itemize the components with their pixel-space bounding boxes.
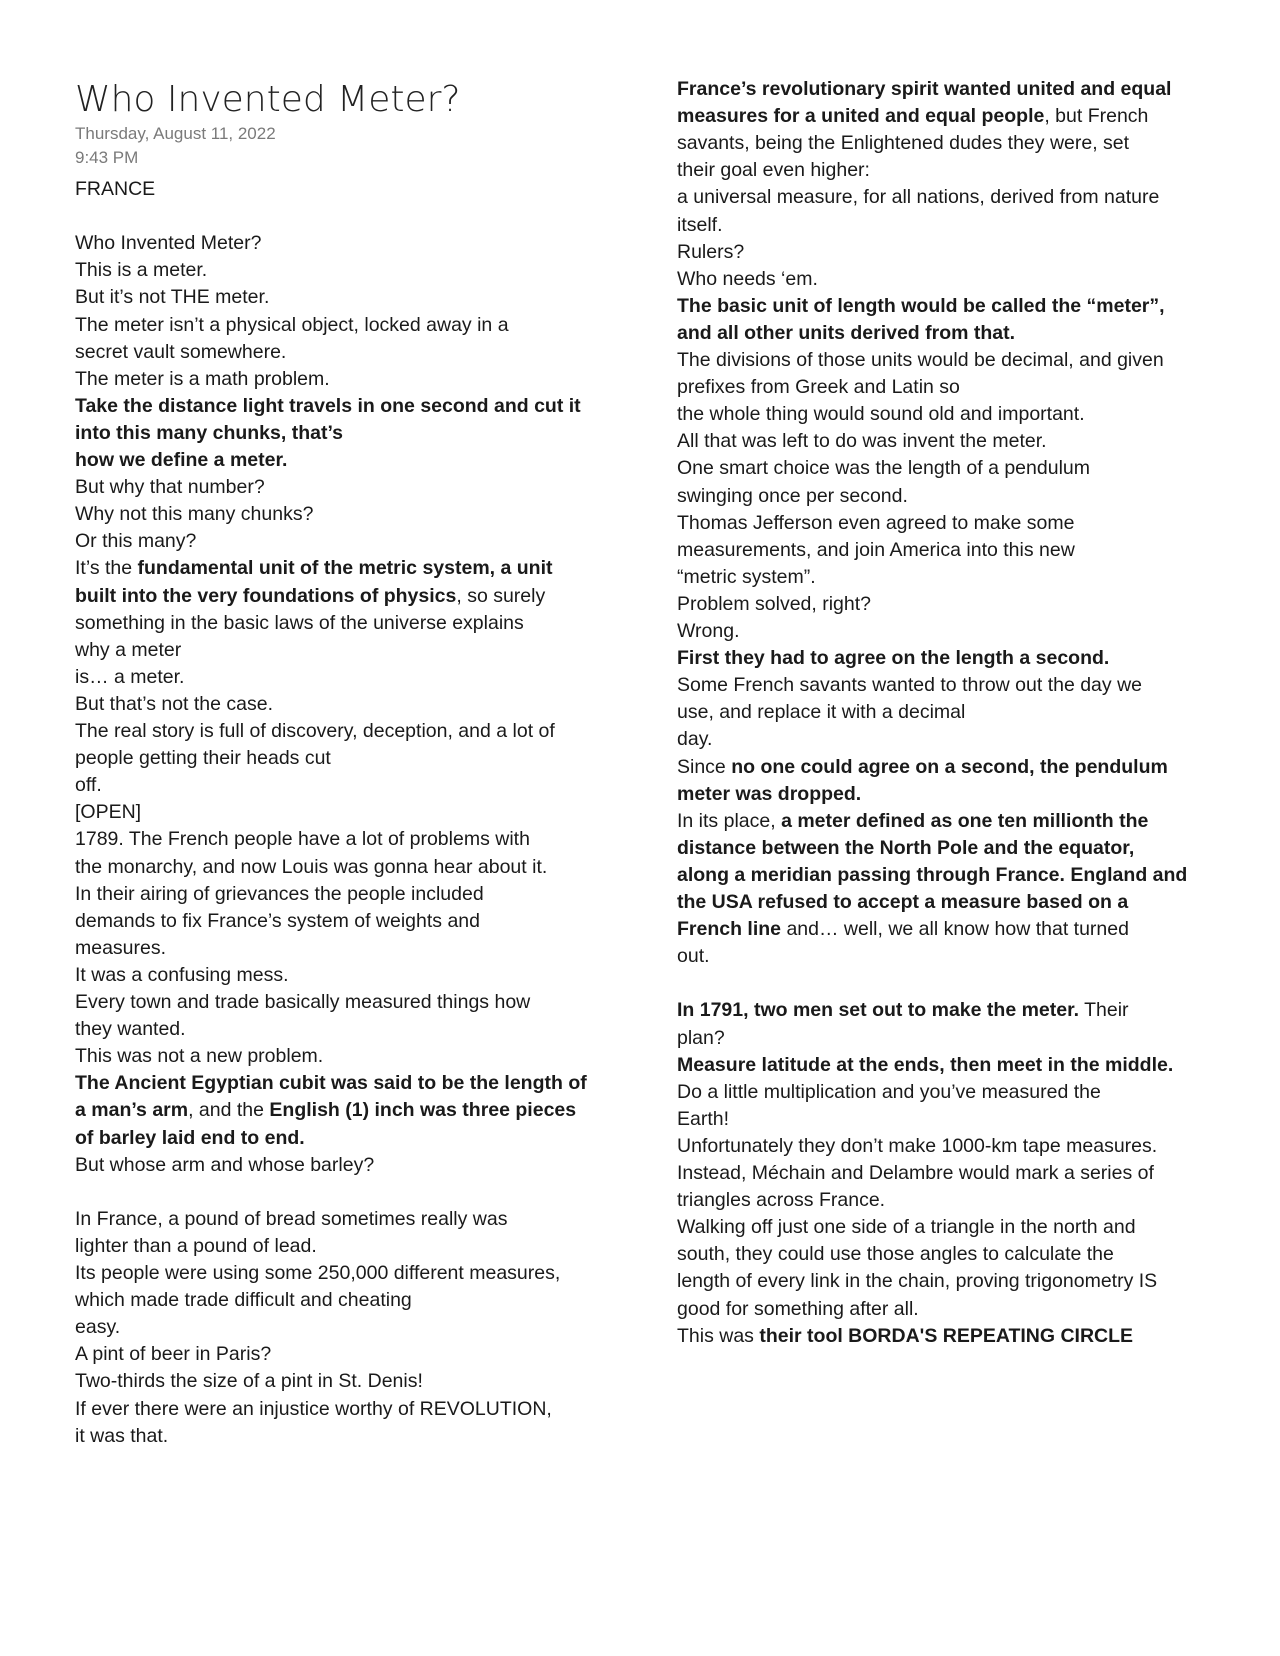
text-line	[75, 610, 524, 637]
bold-text: and all other units derived from that.	[677, 321, 1016, 344]
bold-text: The Ancient Egyptian cubit was said to be the length of	[75, 1072, 587, 1095]
text-run: Unfortunately they don’t make 1000-km tape measures.	[677, 1134, 1158, 1157]
text-line	[677, 184, 1159, 211]
text-line	[677, 103, 1148, 130]
text-line	[75, 718, 555, 745]
text-run: The meter is a math problem.	[75, 367, 330, 390]
text-run: In their airing of grievances the people included	[75, 882, 484, 905]
text-run: Its people were using some 250,000 different measures,	[75, 1262, 561, 1284]
note-date: Thursday, August 11, 2022	[75, 124, 276, 143]
text-run: length of every link in the chain, proving trigonometry IS	[677, 1270, 1158, 1293]
text-run: , but French	[1044, 105, 1149, 128]
text-line	[75, 1396, 552, 1423]
bold-text: Take the distance light travels in one second and cut it	[75, 394, 581, 417]
text-run: which made trade difficult and cheating	[75, 1289, 412, 1312]
text-run: It was a confusing mess.	[75, 963, 289, 986]
text-line	[677, 808, 1148, 835]
text-run: Thomas Jefferson even agreed to make some	[677, 511, 1075, 534]
text-run: demands to fix France’s system of weights and	[75, 909, 480, 932]
text-run: Some French savants wanted to throw out the day we	[677, 674, 1143, 697]
bold-text: of barley laid end to end.	[75, 1126, 305, 1149]
text-run: , so surely	[456, 584, 546, 607]
text-line	[75, 1097, 576, 1124]
text-line	[75, 1206, 507, 1233]
text-run: Earth!	[677, 1107, 730, 1130]
text-run: good for something after all.	[677, 1297, 919, 1320]
text-run: Problem solved, right?	[677, 592, 872, 615]
text-run: south, they could use those angles to calculate the	[677, 1243, 1114, 1266]
text-line	[75, 637, 181, 664]
text-line	[75, 447, 287, 474]
bold-text: In 1791, two men set out to make the meter.	[677, 999, 1080, 1022]
text-run: It’s the	[75, 557, 138, 580]
text-line	[75, 962, 289, 989]
text-line	[75, 420, 343, 447]
text-run: lighter than a pound of lead.	[75, 1234, 317, 1257]
text-line	[677, 1079, 1101, 1106]
text-line	[677, 1160, 1154, 1187]
text-line	[677, 1133, 1157, 1160]
text-run: the monarchy, and now Louis was gonna hear about it.	[75, 855, 548, 878]
text-run: Or this many?	[75, 530, 197, 553]
text-run: Every town and trade basically measured things how	[75, 991, 531, 1013]
text-run: people getting their heads cut	[75, 747, 331, 770]
bold-text: their tool BORDA'S REPEATING CIRCLE	[759, 1324, 1134, 1347]
text-line	[75, 854, 547, 881]
text-run: Who needs ‘em.	[677, 267, 818, 290]
text-run: plan?	[677, 1026, 725, 1049]
text-run: In France, a pound of bread sometimes really was	[75, 1207, 508, 1230]
text-line	[75, 528, 196, 555]
text-run: This was not a new problem.	[75, 1045, 324, 1068]
text-run: The meter isn’t a physical object, locked away in a	[75, 313, 509, 336]
text-run: All that was left to do was invent the meter.	[677, 430, 1047, 453]
text-line	[75, 1043, 323, 1070]
text-line	[677, 618, 740, 645]
text-line	[75, 1341, 271, 1368]
text-line	[677, 320, 1015, 347]
text-run: itself.	[677, 213, 723, 236]
text-run: One smart choice was the length of a pendulum	[677, 457, 1090, 480]
text-run: measurements, and join America into this new	[677, 538, 1075, 561]
text-line	[677, 130, 1129, 157]
text-line	[677, 997, 1129, 1024]
page-title: Who Invented Meter?	[75, 79, 461, 120]
text-line	[677, 754, 1168, 781]
text-run: why a meter	[75, 638, 182, 661]
bold-text: built into the very foundations of physics	[75, 584, 457, 607]
text-line	[677, 726, 712, 753]
text-line	[677, 76, 1171, 103]
text-line	[75, 555, 553, 582]
text-line	[677, 347, 1164, 374]
text-run: day.	[677, 728, 713, 751]
text-line	[75, 1423, 168, 1450]
text-run: The divisions of those units would be decimal, and given	[677, 349, 1164, 371]
text-line	[677, 266, 818, 293]
text-line	[677, 1106, 729, 1133]
bold-text: French line	[677, 918, 782, 941]
text-line	[75, 474, 265, 501]
text-line	[677, 157, 870, 184]
text-line	[75, 772, 102, 799]
text-run: Wrong.	[677, 620, 740, 642]
text-line	[75, 881, 484, 908]
bold-text: The basic unit of length would be called the “meter”,	[677, 294, 1165, 317]
text-line	[677, 455, 1090, 482]
text-line	[677, 483, 908, 510]
text-line	[75, 1152, 374, 1179]
bold-text: France’s revolutionary spirit wanted united and equal	[677, 78, 1172, 100]
text-run: swinging once per second.	[677, 484, 908, 507]
bold-text: no one could agree on a second, the pendulum	[731, 755, 1168, 778]
text-line	[677, 1025, 725, 1052]
text-run: The real story is full of discovery, deception, and a lot of	[75, 720, 555, 742]
text-line	[677, 1052, 1173, 1079]
text-run: [OPEN]	[75, 801, 142, 824]
bold-text: a man’s arm	[75, 1099, 189, 1122]
text-run: Instead, Méchain and Delambre would mark a series of	[677, 1162, 1154, 1184]
text-run: If ever there were an injustice worthy of REVOLUTION,	[75, 1397, 552, 1420]
bold-text: along a meridian passing through France. England and	[677, 863, 1188, 886]
text-line	[75, 176, 155, 203]
text-line	[75, 1368, 423, 1395]
text-line	[75, 1233, 317, 1260]
bold-text: First they had to agree on the length a second.	[677, 647, 1110, 670]
text-line	[677, 1323, 1133, 1350]
text-line	[75, 799, 141, 826]
text-run: is… a meter.	[75, 665, 185, 688]
text-run: Since	[677, 755, 732, 778]
bold-text: measures for a united and equal people	[677, 105, 1045, 128]
text-line	[677, 943, 710, 970]
text-line	[75, 1287, 412, 1314]
text-line	[677, 428, 1047, 455]
text-line	[75, 989, 530, 1016]
text-run: In its place,	[677, 809, 782, 832]
bold-text: Measure latitude at the ends, then meet in the middle.	[677, 1053, 1174, 1076]
text-line	[75, 339, 286, 366]
text-line	[677, 212, 723, 239]
text-run: But it’s not THE meter.	[75, 286, 270, 309]
text-run: A pint of beer in Paris?	[75, 1343, 272, 1366]
text-run: , and the	[188, 1099, 270, 1122]
text-run: “metric system”.	[677, 565, 816, 588]
text-run: use, and replace it with a decimal	[677, 701, 966, 724]
text-line	[677, 401, 1085, 428]
text-line	[75, 826, 530, 853]
bold-text: the USA refused to accept a measure based on a	[677, 891, 1129, 913]
text-run: off.	[75, 774, 102, 797]
text-line	[75, 501, 313, 528]
text-line	[677, 889, 1128, 916]
text-line	[75, 366, 330, 393]
text-line	[75, 1070, 587, 1097]
text-line	[677, 564, 816, 591]
note-time: 9:43 PM	[75, 148, 139, 167]
bold-text: a meter defined as one ten millionth the	[781, 809, 1149, 832]
text-line	[677, 645, 1109, 672]
text-line	[677, 1268, 1157, 1295]
text-line	[75, 284, 269, 311]
text-run: and… well, we all know how that turned	[781, 918, 1129, 941]
text-run: prefixes from Greek and Latin so	[677, 376, 960, 399]
text-line	[75, 664, 184, 691]
text-line	[75, 935, 166, 962]
bold-text: English (1) inch was three pieces	[269, 1099, 577, 1122]
text-line	[677, 293, 1165, 320]
text-line	[75, 1125, 305, 1152]
text-run: But why that number?	[75, 476, 265, 499]
text-run: out.	[677, 945, 710, 968]
text-line	[75, 230, 261, 257]
text-line	[75, 1314, 120, 1341]
text-run: their goal even higher:	[677, 159, 870, 182]
text-line	[677, 916, 1129, 943]
text-line	[677, 1214, 1136, 1241]
text-line	[75, 691, 273, 718]
text-run: 1789. The French people have a lot of problems with	[75, 828, 530, 851]
text-line	[677, 510, 1074, 537]
bold-text: fundamental unit of the metric system, a unit	[137, 557, 553, 580]
text-line	[75, 393, 581, 420]
text-line	[677, 1241, 1114, 1268]
text-line	[75, 257, 207, 284]
text-run: But whose arm and whose barley?	[75, 1153, 375, 1176]
text-run: a universal measure, for all nations, derived from nature	[677, 186, 1160, 209]
text-run: Who Invented Meter?	[75, 232, 262, 255]
text-run: secret vault somewhere.	[75, 340, 287, 363]
text-run: they wanted.	[75, 1018, 186, 1041]
text-run: easy.	[75, 1316, 121, 1339]
text-run: savants, being the Enlightened dudes they were, set	[677, 132, 1130, 155]
text-line	[677, 862, 1187, 889]
text-line	[75, 745, 331, 772]
text-line	[75, 312, 509, 339]
text-line	[677, 591, 871, 618]
text-run: Do a little multiplication and you’ve measured the	[677, 1080, 1101, 1103]
text-line	[677, 537, 1075, 564]
text-line	[677, 1187, 885, 1214]
text-run: Their	[1079, 999, 1129, 1022]
bold-text: how we define a meter.	[75, 449, 288, 471]
text-line	[677, 1296, 919, 1323]
text-line	[677, 672, 1142, 699]
text-run: Why not this many chunks?	[75, 503, 314, 526]
text-line	[677, 781, 861, 808]
bold-text: into this many chunks, that’s	[75, 421, 343, 444]
text-line	[677, 835, 1134, 862]
text-line	[75, 908, 480, 935]
text-run: This is a meter.	[75, 259, 208, 282]
text-line	[677, 374, 960, 401]
text-run: Walking off just one side of a triangle in the north and	[677, 1216, 1136, 1239]
text-line	[75, 1260, 560, 1287]
text-run: FRANCE	[75, 178, 156, 200]
text-line	[677, 239, 744, 266]
text-run: Rulers?	[677, 240, 745, 263]
bold-text: distance between the North Pole and the equator,	[677, 836, 1135, 859]
text-line	[75, 583, 545, 610]
text-run: triangles across France.	[677, 1189, 886, 1212]
text-run: This was	[677, 1324, 760, 1347]
text-run: measures.	[75, 936, 167, 959]
text-run: the whole thing would sound old and important.	[677, 403, 1085, 426]
text-run: But that’s not the case.	[75, 692, 274, 715]
text-run: it was that.	[75, 1424, 169, 1447]
text-line	[75, 1016, 186, 1043]
bold-text: meter was dropped.	[677, 782, 862, 805]
text-line	[677, 699, 965, 726]
text-run: something in the basic laws of the universe explains	[75, 611, 524, 634]
text-run: Two-thirds the size of a pint in St. Denis!	[75, 1370, 423, 1393]
